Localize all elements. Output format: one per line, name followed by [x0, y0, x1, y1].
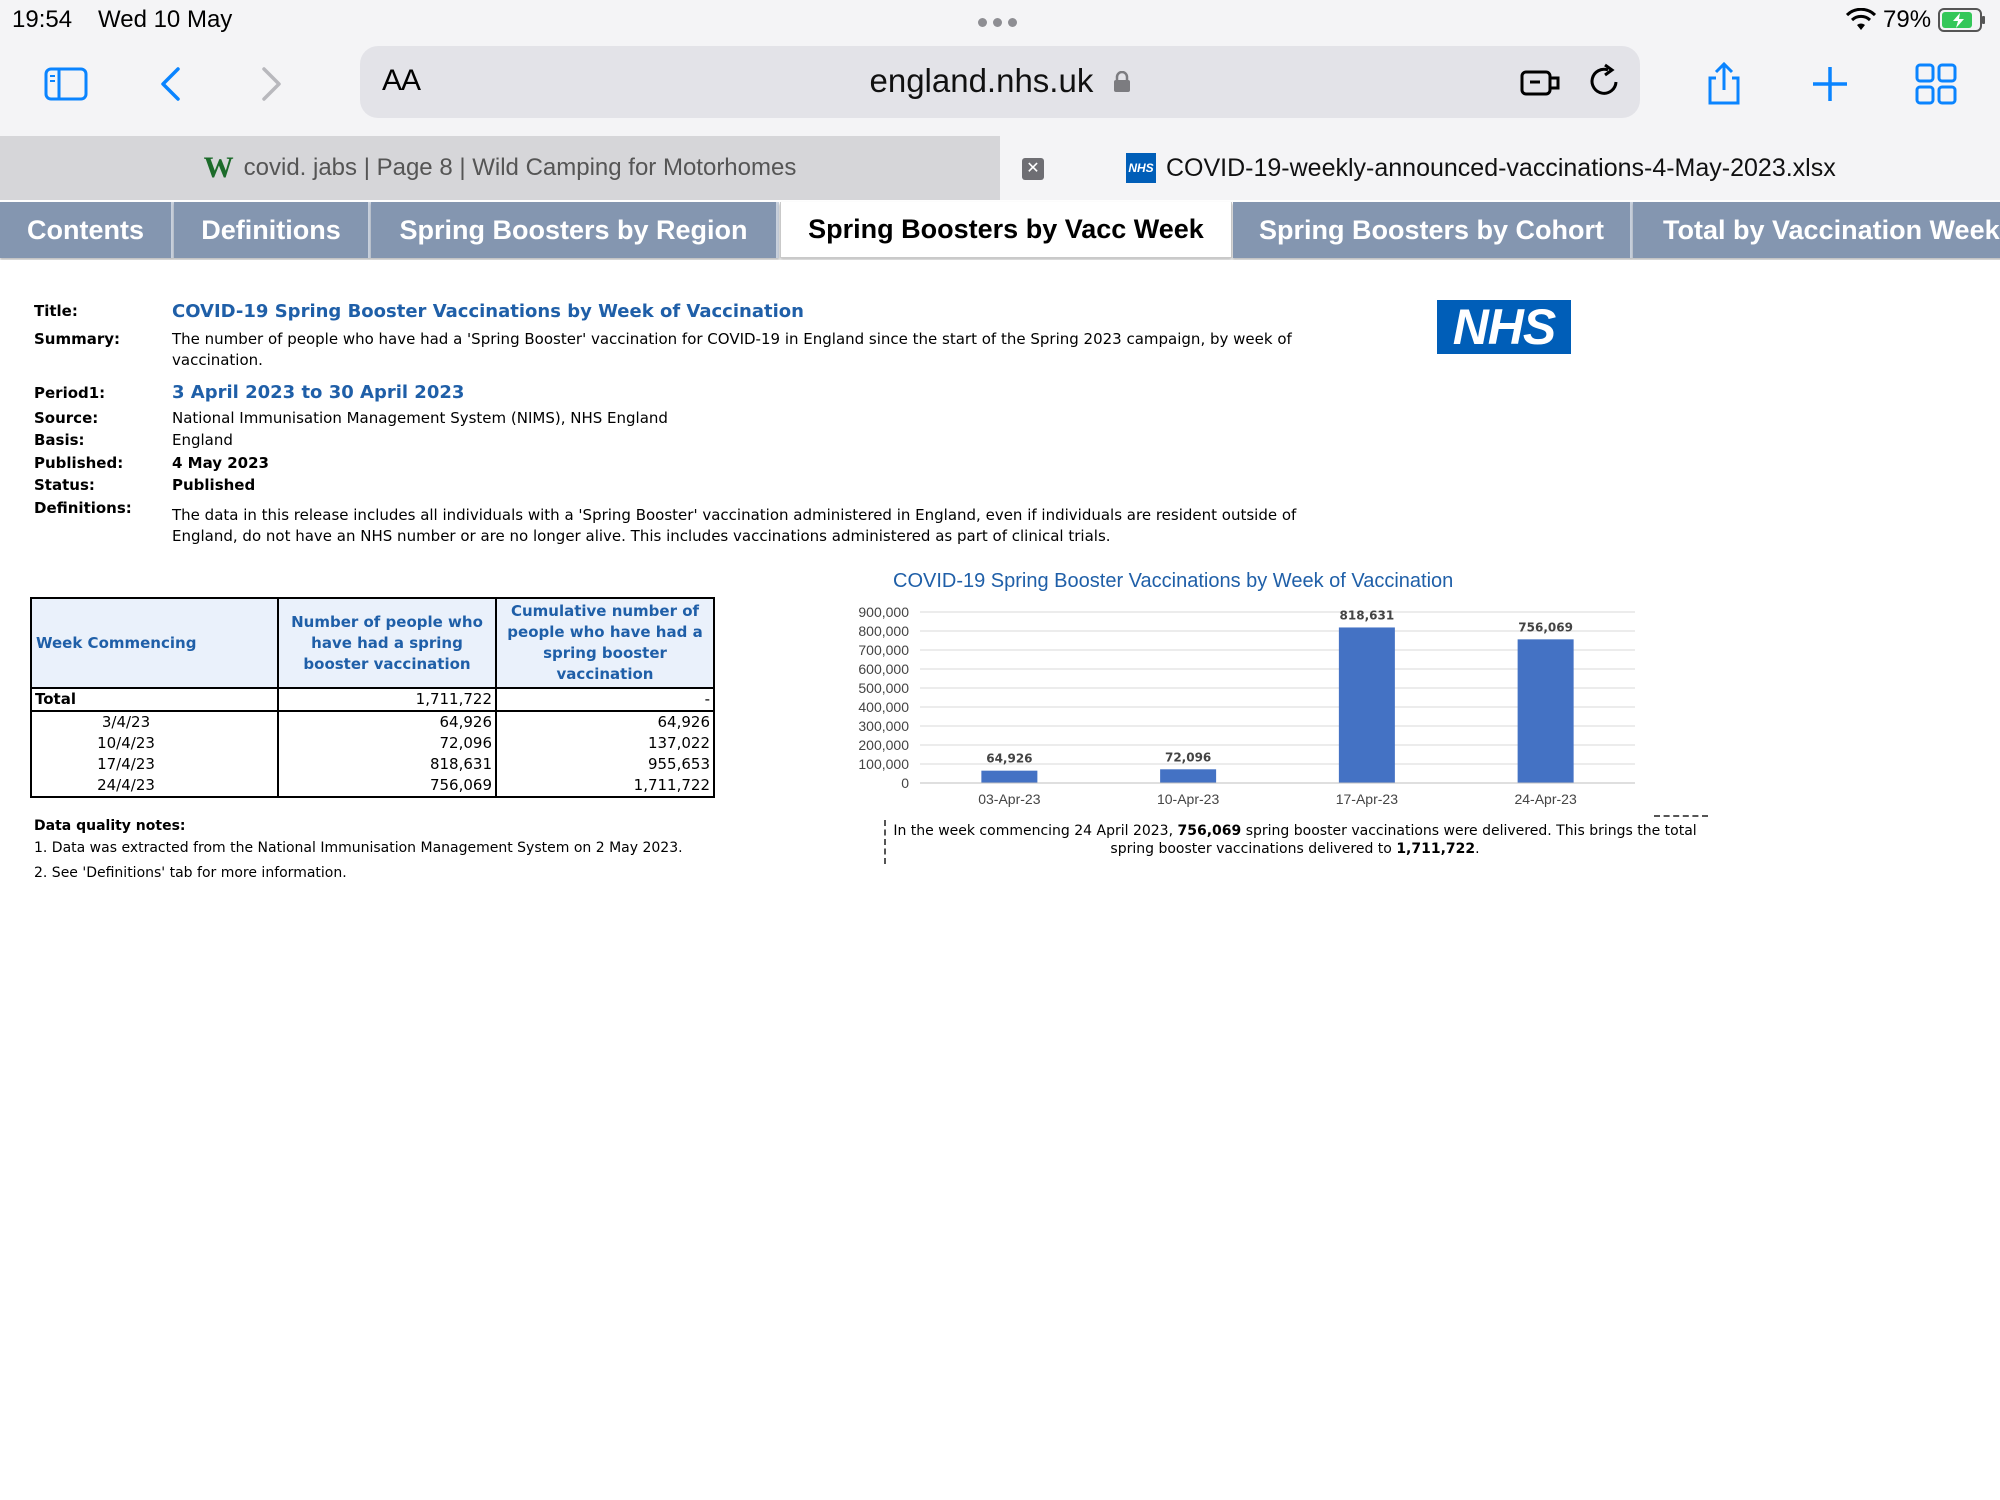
sheet-tab-contents[interactable]: Contents [0, 202, 174, 258]
x-tick-label: 03-Apr-23 [978, 791, 1041, 807]
source-label: Source: [34, 409, 99, 427]
chart-note-bold1: 756,069 [1177, 823, 1242, 839]
summary-line-1: The number of people who have had a 'Spring Booster' vaccination for COVID-19 in England since the start of the Spring 2023 campaign, by week of [172, 330, 1292, 348]
new-tab-icon[interactable] [1804, 58, 1856, 110]
definitions-line-1: The data in this release includes all individuals with a 'Spring Booster' vaccination administered in England, even if individuals are resident outside of [172, 506, 1297, 524]
chart-note-divider [1654, 815, 1708, 817]
bar [1518, 639, 1574, 783]
close-tab-icon[interactable]: ✕ [1022, 158, 1044, 180]
chart-note-part3: spring booster vaccinations delivered to [1110, 841, 1397, 857]
back-icon[interactable] [146, 58, 198, 110]
sheet-tab-cohort[interactable]: Spring Boosters by Cohort [1233, 202, 1633, 258]
status-date: Wed 10 May [98, 6, 233, 33]
text-size-button[interactable]: AA [382, 64, 421, 97]
bar [1339, 627, 1395, 783]
sheet-title: COVID-19 Spring Booster Vaccinations by Week of Vaccination [172, 301, 804, 322]
table-row-total [31, 688, 714, 711]
row-count: 756,069 [278, 775, 496, 797]
sheet-tab-total-by-week[interactable]: Total by Vaccination Week [1633, 202, 2000, 258]
y-tick-label: 0 [901, 775, 909, 791]
url-display[interactable] [360, 62, 1640, 100]
x-tick-label: 10-Apr-23 [1156, 791, 1220, 807]
sheet-tab-bar [0, 200, 2000, 260]
browser-tab-wild-camping[interactable] [0, 136, 1000, 200]
y-tick-label: 400,000 [858, 699, 909, 715]
row-cumulative: 955,653 [496, 754, 714, 775]
definitions-label: Definitions: [34, 499, 132, 517]
sheet-tab-vacc-week[interactable]: Spring Boosters by Vacc Week [780, 202, 1232, 258]
notes-heading: Data quality notes: [34, 818, 186, 834]
lock-icon [1113, 71, 1131, 93]
tab-overview-icon[interactable] [1910, 58, 1962, 110]
x-tick-label: 17-Apr-23 [1335, 791, 1399, 807]
status-time: 19:54 [12, 6, 73, 33]
extensions-icon[interactable] [1516, 60, 1564, 104]
battery-icon [1938, 8, 1986, 32]
battery-percent: 79% [1883, 6, 1932, 33]
table-row [31, 775, 714, 797]
y-tick-label: 700,000 [858, 642, 909, 658]
y-tick-label: 300,000 [858, 718, 909, 734]
address-bar[interactable] [360, 46, 1640, 118]
basis-value: England [172, 431, 233, 449]
title-label: Title: [34, 302, 78, 320]
row-week: 10/4/23 [31, 733, 278, 754]
total-cumulative: - [496, 688, 714, 711]
forward-icon[interactable] [244, 58, 296, 110]
definitions-line-2: England, do not have an NHS number or are no longer alive. This includes vaccinations administered as part of clinical trials. [172, 527, 1111, 545]
y-tick-label: 500,000 [858, 680, 909, 696]
row-cumulative: 64,926 [496, 711, 714, 733]
sheet-tab-region[interactable]: Spring Boosters by Region [371, 202, 779, 258]
note-item: 1. Data was extracted from the National Immunisation Management System on 2 May 2023. [34, 840, 683, 856]
published-label: Published: [34, 454, 124, 472]
total-count: 1,711,722 [278, 688, 496, 711]
share-icon[interactable] [1698, 58, 1750, 110]
header-cumulative: Cumulative number of people who have had a spring booster vaccination [496, 598, 714, 688]
nhs-logo: NHS [1437, 300, 1571, 354]
y-tick-label: 600,000 [858, 661, 909, 677]
wild-camping-favicon: W [203, 151, 234, 184]
chart-note [884, 820, 1704, 864]
row-cumulative: 137,022 [496, 733, 714, 754]
nhs-favicon: NHS [1126, 153, 1156, 183]
row-count: 64,926 [278, 711, 496, 733]
chart-note-part4: . [1475, 841, 1480, 857]
row-week: 24/4/23 [31, 775, 278, 797]
data-label: 64,926 [986, 751, 1033, 766]
published-value: 4 May 2023 [172, 454, 269, 472]
row-week: 3/4/23 [31, 711, 278, 733]
tab-title: COVID-19-weekly-announced-vaccinations-4-May-2023.xlsx [1166, 153, 1836, 182]
data-label: 756,069 [1518, 620, 1573, 635]
y-tick-label: 800,000 [858, 623, 909, 639]
chart-title: COVID-19 Spring Booster Vaccinations by Week of Vaccination [893, 570, 1454, 592]
note-item: 2. See 'Definitions' tab for more information. [34, 865, 347, 881]
total-label: Total [31, 688, 278, 711]
table-row [31, 711, 714, 733]
period-label: Period1: [34, 384, 106, 402]
x-tick-label: 24-Apr-23 [1514, 791, 1577, 807]
y-tick-label: 200,000 [858, 737, 909, 753]
header-week-commencing: Week Commencing [31, 598, 278, 688]
period-value: 3 April 2023 to 30 April 2023 [172, 382, 465, 403]
data-label: 818,631 [1339, 608, 1395, 623]
summary-label: Summary: [34, 330, 121, 348]
row-week: 17/4/23 [31, 754, 278, 775]
table-row [31, 733, 714, 754]
browser-tab-bar [0, 136, 2000, 200]
status-value: Published [172, 476, 256, 494]
y-tick-label: 100,000 [858, 756, 909, 772]
browser-chrome [0, 0, 2000, 136]
reload-icon[interactable] [1584, 60, 1626, 104]
summary-line-2: vaccination. [172, 351, 263, 369]
tab-title: covid. jabs | Page 8 | Wild Camping for Motorhomes [243, 154, 797, 181]
bar [1160, 769, 1216, 783]
row-count: 818,631 [278, 754, 496, 775]
bar-chart [840, 566, 1720, 816]
row-count: 72,096 [278, 733, 496, 754]
basis-label: Basis: [34, 431, 85, 449]
url-text: england.nhs.uk [869, 62, 1094, 99]
status-label: Status: [34, 476, 95, 494]
data-label: 72,096 [1164, 750, 1212, 765]
table-row [31, 754, 714, 775]
chart-note-part1: In the week commencing 24 April 2023, [893, 823, 1178, 839]
bar [981, 771, 1037, 783]
browser-tab-nhs-xlsx[interactable] [1000, 136, 2000, 200]
chart-note-bold2: 1,711,722 [1396, 841, 1476, 857]
header-people-count: Number of people who have had a spring booster vaccination [278, 598, 496, 688]
multitasking-dots-icon[interactable] [978, 18, 1017, 27]
chart-note-part2: spring booster vaccinations were delivered. This brings the total [1241, 823, 1697, 839]
sidebar-icon[interactable] [40, 58, 92, 110]
source-value: National Immunisation Management System (NIMS), NHS England [172, 409, 668, 427]
wifi-icon [1846, 8, 1876, 32]
y-tick-label: 900,000 [858, 604, 909, 620]
vaccination-table [30, 597, 715, 798]
row-cumulative: 1,711,722 [496, 775, 714, 797]
sheet-tab-definitions[interactable]: Definitions [174, 202, 371, 258]
